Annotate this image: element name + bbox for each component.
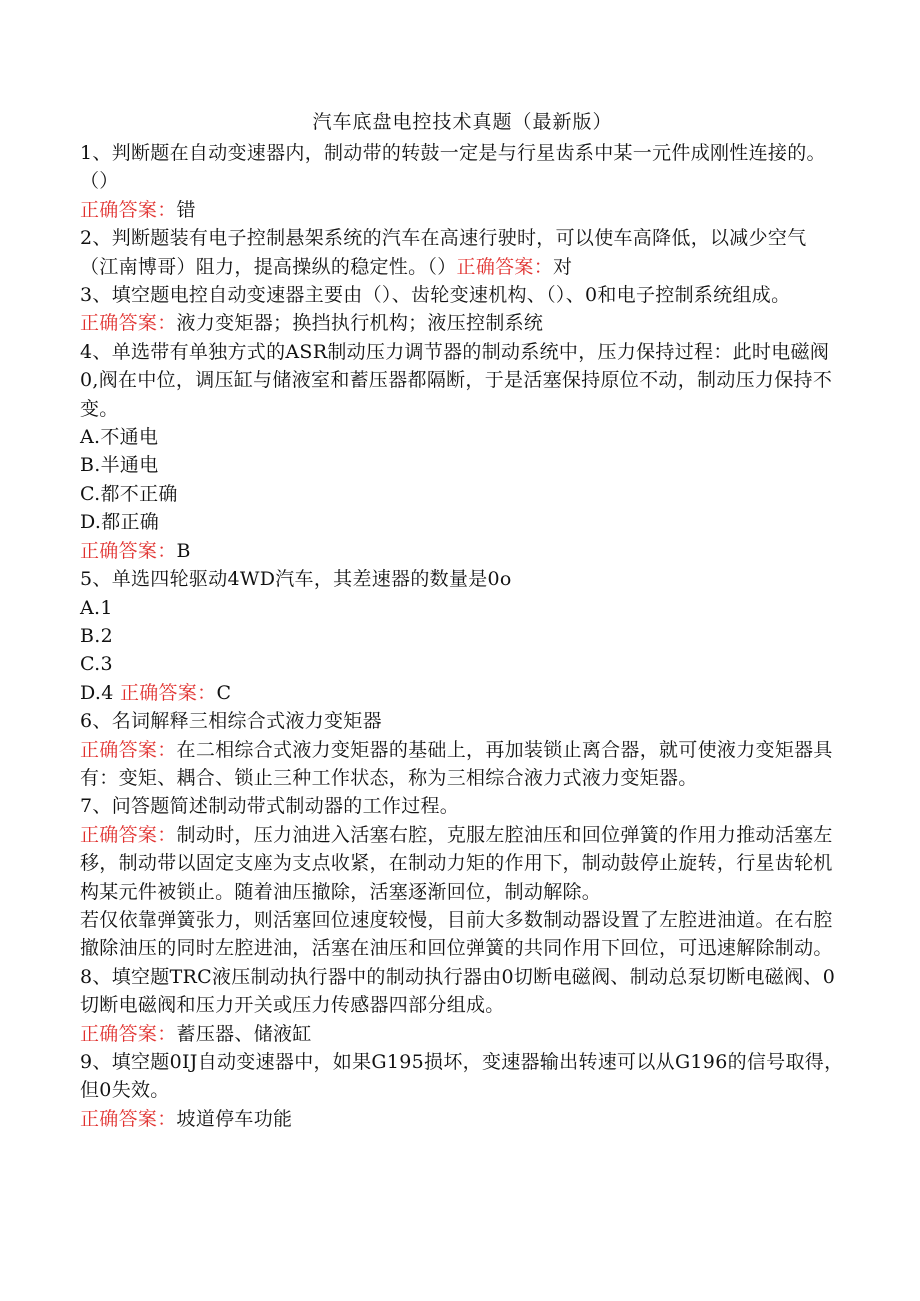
question-6: 6、名词解释三相综合式液力变矩器 [80,710,382,733]
option: A.不通电 [80,426,159,449]
answer-7-extra: 若仅依靠弹簧张力，则活塞回位速度较慢，目前大多数制动器设置了左腔进油道。在右腔撤除油压的同时左腔进油，活塞在油压和回位弹簧的共同作用下回位，可迅速解除制动。 [80,908,833,960]
answer-label: 正确答案： [80,1022,177,1045]
answer-7-value: 制动时，压力油进入活塞右腔，克服左腔油压和回位弹簧的作用力推动活塞左移，制动带以固定支座为支点收紧，在制动力矩的作用下，制动鼓停止旋转，行星齿轮机构某元件被锁止。随着油压撤除，活塞逐渐回位，制动解除。 [80,823,833,903]
answer-3 [80,309,845,337]
question-1: 1、判断题在自动变速器内，制动带的转鼓一定是与行星齿系中某一元件成刚性连接的。（） [80,142,826,193]
answer-3-value: 液力变矩器；换挡执行机构；液压控制系统 [176,312,544,335]
answer-1 [80,196,845,224]
answer-5-value: C [216,681,232,704]
answer-8-value: 蓄压器、储液缸 [176,1022,312,1045]
question-9: 9、填空题0IJ自动变速器中，如果G195损坏，变速器输出转速可以从G196的信号取得，但0失效。 [80,1051,844,1102]
answer-label: 正确答案： [80,1107,177,1130]
answer-label: 正确答案： [80,738,177,761]
option: A.1 [80,596,113,619]
option: B.半通电 [80,454,159,477]
option: C.都不正确 [80,482,178,505]
document-page [80,108,845,1133]
answer-1-value: 错 [176,198,196,221]
question-7: 7、问答题简述制动带式制动器的工作过程。 [80,795,460,818]
page-title: 汽车底盘电控技术真题（最新版） [312,111,613,133]
answer-4-value: B [176,539,191,562]
answer-4 [80,537,845,565]
answer-label: 正确答案： [80,198,177,221]
question-2-text: 2、判断题装有电子控制悬架系统的汽车在高速行驶时，可以使车高降低，以减少空气（江南博哥）阻力，提高操纵的稳定性。（） [80,227,807,278]
answer-2-value: 对 [553,255,573,278]
question-2 [80,224,845,281]
answer-label: 正确答案： [119,681,217,704]
answer-label: 正确答案： [80,823,177,846]
answer-6-value: 在二相综合式液力变矩器的基础上，再加装锁止离合器，就可使液力变矩器具有：变矩、耦合、锁止三种工作状态，称为三相综合液力式液力变矩器。 [80,738,833,789]
question-5: 5、单选四轮驱动4WD汽车，其差速器的数量是0o [80,568,512,591]
answer-9 [80,1105,845,1133]
option: D.都正确 [80,511,160,534]
answer-label: 正确答案： [456,255,554,278]
question-8: 8、填空题TRC液压制动执行器中的制动执行器由0切断电磁阀、制动总泵切断电磁阀、0切断电磁阀和压力开关或压力传感器四部分组成。 [80,965,836,1017]
question-4: 4、单选带有单独方式的ASR制动压力调节器的制动系统中，压力保持过程：此时电磁阀0,阀在中位，调压缸与储液室和蓄压器都隔断，于是活塞保持原位不动，制动压力保持不变。 [80,340,833,420]
answer-9-value: 坡道停车功能 [176,1107,293,1130]
option: C.3 [80,653,113,676]
answer-7 [80,821,845,906]
answer-label: 正确答案： [80,539,177,562]
option: B.2 [80,624,113,647]
option: D.4 [80,681,114,704]
answer-label: 正确答案： [80,312,177,335]
question-3: 3、填空题电控自动变速器主要由（）、齿轮变速机构、（）、0和电子控制系统组成。 [80,284,791,307]
option-with-answer [80,679,845,707]
answer-6 [80,736,845,793]
answer-8 [80,1020,845,1048]
